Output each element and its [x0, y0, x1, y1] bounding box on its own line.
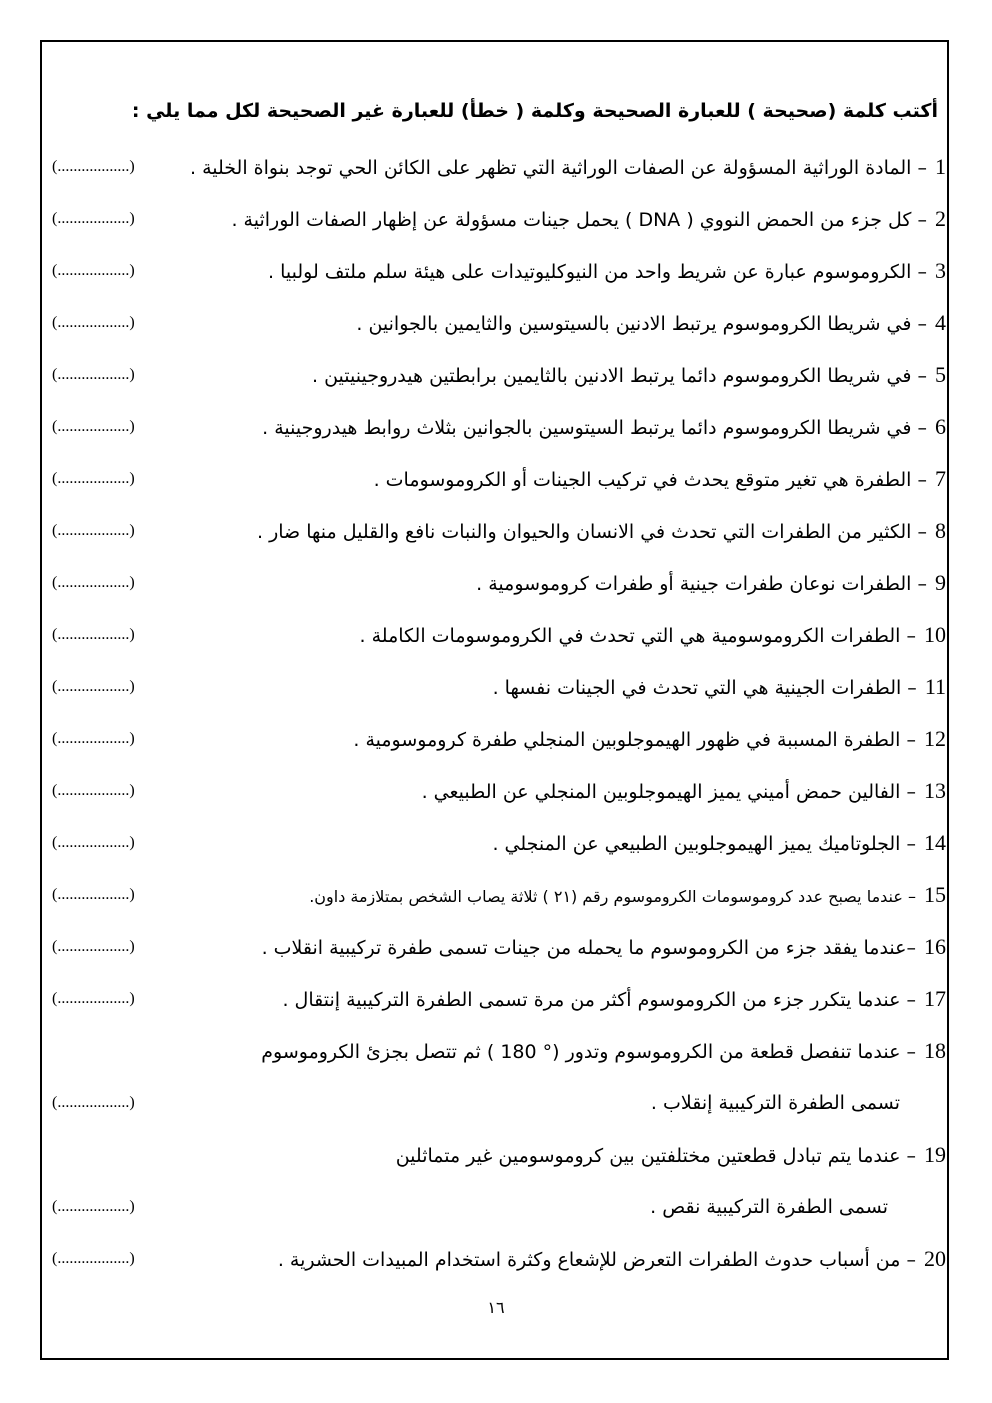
page-number: ١٦ — [487, 1298, 505, 1317]
answer-blank[interactable]: (..................) — [52, 990, 135, 1007]
answer-blank[interactable]: (..................) — [52, 366, 135, 383]
statement: 7– الطفرة هي تغير متوقع يحدث في تركيب الجينات أو الكروموسومات . — [373, 466, 946, 491]
list-item — [0, 465, 992, 505]
answer-blank[interactable]: (..................) — [52, 1094, 135, 1111]
answer-blank[interactable]: (..................) — [52, 314, 135, 331]
statement: 12– الطفرة المسببة في ظهور الهيموجلوبين المنجلي طفرة كروموسومية . — [353, 726, 946, 751]
statement: 3– الكروموسوم عبارة عن شريط واحد من النيوكليوتيدات على هيئة سلم ملتف لولبيا . — [268, 258, 946, 283]
list-item — [0, 309, 992, 349]
list-item — [0, 413, 992, 453]
statement: 19– عندما يتم تبادل قطعتين مختلفتين بين كروموسومين غير متماثلين — [395, 1142, 946, 1167]
list-item — [0, 1141, 992, 1181]
answer-blank[interactable]: (..................) — [52, 834, 135, 851]
answer-blank[interactable]: (..................) — [52, 1198, 135, 1215]
list-item — [0, 569, 992, 609]
statement: 8– الكثير من الطفرات التي تحدث في الانسان والحيوان والنبات نافع والقليل منها ضار . — [257, 518, 946, 543]
statement: 10– الطفرات الكروموسومية هي التي تحدث في الكروموسومات الكاملة . — [359, 622, 946, 647]
answer-blank[interactable]: (..................) — [52, 1250, 135, 1267]
statement: 11– الطفرات الجينية هي التي تحدث في الجينات نفسها . — [492, 674, 946, 699]
statement: 2– كل جزء من الحمض النووي ( DNA ) يحمل جينات مسؤولة عن إظهار الصفات الوراثية . — [231, 206, 946, 231]
list-item — [0, 933, 992, 973]
answer-blank[interactable]: (..................) — [52, 730, 135, 747]
list-item — [0, 829, 992, 869]
answer-blank[interactable]: (..................) — [52, 938, 135, 955]
list-item-continuation — [0, 1089, 992, 1129]
statement: 5– في شريطا الكروموسوم دائما يرتبط الادنين بالثايمين برابطتين هيدروجينيتين . — [312, 362, 946, 387]
list-item-continuation — [0, 1193, 992, 1233]
statement-continuation: تسمى الطفرة التركيبية إنقلاب . — [650, 1092, 900, 1114]
statement-continuation: تسمى الطفرة التركيبية نقص . — [650, 1196, 888, 1218]
statement: 4– في شريطا الكروموسوم يرتبط الادنين بالسيتوسين والثايمين بالجوانين . — [356, 310, 946, 335]
answer-blank[interactable]: (..................) — [52, 210, 135, 227]
answer-blank[interactable]: (..................) — [52, 574, 135, 591]
answer-blank[interactable]: (..................) — [52, 418, 135, 435]
list-item — [0, 985, 992, 1025]
statement: 9– الطفرات نوعان طفرات جينية أو طفرات كروموسومية . — [476, 570, 946, 595]
answer-blank[interactable]: (..................) — [52, 782, 135, 799]
statement: 14– الجلوتاميك يميز الهيموجلوبين الطبيعي عن المنجلي . — [492, 830, 946, 855]
statement: 18– عندما تنفصل قطعة من الكروموسوم وتدور (° 180 ) ثم تتصل بجزئ الكروموسوم — [261, 1038, 946, 1063]
list-item — [0, 257, 992, 297]
instructions-heading: أكتب كلمة (صحيحة ) للعبارة الصحيحة وكلمة ( خطأ) للعبارة غير الصحيحة لكل مما يلي : — [131, 100, 938, 122]
list-item — [0, 881, 992, 921]
statement: 13– الفالين حمض أميني يميز الهيموجلوبين المنجلي عن الطبيعي . — [421, 778, 946, 803]
statement: 17– عندما يتكرر جزء من الكروموسوم أكثر من مرة تسمى الطفرة التركيبية إنتقال . — [282, 986, 946, 1011]
answer-blank[interactable]: (..................) — [52, 522, 135, 539]
statement: 20– من أسباب حدوث الطفرات التعرض للإشعاع وكثرة استخدام المبيدات الحشرية . — [277, 1246, 946, 1271]
answer-blank[interactable]: (..................) — [52, 626, 135, 643]
answer-blank[interactable]: (..................) — [52, 158, 135, 175]
list-item — [0, 777, 992, 817]
list-item — [0, 517, 992, 557]
statement: 1– المادة الوراثية المسؤولة عن الصفات الوراثية التي تظهر على الكائن الحي توجد بنواة الخلية . — [189, 154, 946, 179]
answer-blank[interactable]: (..................) — [52, 262, 135, 279]
list-item — [0, 725, 992, 765]
statement: 16–عندما يفقد جزء من الكروموسوم ما يحمله من جينات تسمى طفرة تركيبية انقلاب . — [261, 934, 946, 959]
list-item — [0, 205, 992, 245]
answer-blank[interactable]: (..................) — [52, 678, 135, 695]
list-item — [0, 621, 992, 661]
answer-blank[interactable]: (..................) — [52, 470, 135, 487]
list-item — [0, 361, 992, 401]
list-item — [0, 1037, 992, 1077]
list-item — [0, 1245, 992, 1285]
list-item — [0, 153, 992, 193]
statement: 15– عندما يصبح عدد كروموسومات الكروموسوم رقم (٢١ ) ثلاثة يصاب الشخص بمتلازمة داون. — [309, 882, 946, 907]
answer-blank[interactable]: (..................) — [52, 886, 135, 903]
list-item — [0, 673, 992, 713]
statement: 6– في شريطا الكروموسوم دائما يرتبط السيتوسين بالجوانين بثلاث روابط هيدروجينية . — [262, 414, 946, 439]
